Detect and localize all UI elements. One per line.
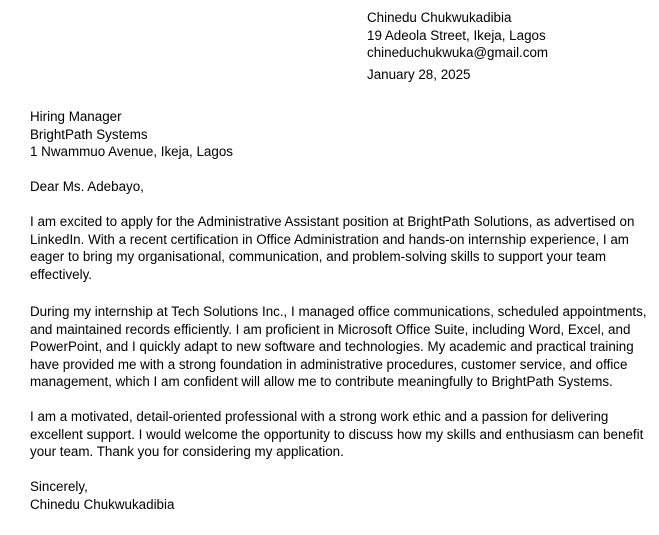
- paragraph-line: effectively.: [30, 266, 93, 282]
- paragraph-line: During my internship at Tech Solutions Inc., I managed office communications, scheduled appointments,: [30, 304, 647, 319]
- recipient-address: 1 Nwammuo Avenue, Ikeja, Lagos: [30, 144, 233, 159]
- paragraph-line: excellent support. I would welcome the opportunity to discuss how my skills and enthusiasm can benefit: [30, 426, 644, 442]
- paragraph-1: [30, 213, 650, 283]
- paragraph-line: your team. Thank you for considering my application.: [30, 444, 344, 459]
- paragraph-line: eager to bring my organisational, communication, and problem-solving skills to support your team: [30, 249, 607, 264]
- paragraph-line: management, which I am confident will allow me to contribute meaningfully to BrightPath Systems.: [30, 374, 613, 389]
- paragraph-line: PowerPoint, and I quickly adapt to new software and technologies. My academic and practical training: [30, 339, 634, 354]
- sender-email: chineduchukwuka@gmail.com: [367, 45, 549, 60]
- valediction: Sincerely,: [30, 479, 88, 494]
- salutation: Dear Ms. Adebayo,: [30, 179, 144, 194]
- recipient-company: BrightPath Systems: [30, 126, 148, 142]
- sender-address: 19 Adeola Street, Ikeja, Lagos: [367, 27, 546, 43]
- closing-block: [30, 478, 650, 513]
- paragraph-3: [30, 408, 650, 461]
- sender-name: Chinedu Chukwukadibia: [367, 10, 512, 25]
- paragraph-line: I am a motivated, detail-oriented professional with a strong work ethic and a passion for delivering: [30, 409, 609, 424]
- paragraph-2: [30, 303, 650, 391]
- paragraph-line: LinkedIn. With a recent certification in Office Administration and hands-on internship experience, I am: [30, 231, 629, 247]
- paragraph-line: and maintained records efficiently. I am proficient in Microsoft Office Suite, including Word, Excel, and: [30, 321, 631, 337]
- paragraph-line: have provided me with a strong foundation in administrative procedures, customer service, and office: [30, 356, 628, 372]
- recipient-title: Hiring Manager: [30, 109, 122, 124]
- recipient-block: [30, 108, 650, 161]
- paragraph-line: I am excited to apply for the Administrative Assistant position at BrightPath Solutions, as advertised on: [30, 214, 635, 229]
- signature-name: Chinedu Chukwukadibia: [30, 496, 175, 512]
- letter-date: January 28, 2025: [367, 66, 471, 82]
- sender-block: [367, 9, 548, 83]
